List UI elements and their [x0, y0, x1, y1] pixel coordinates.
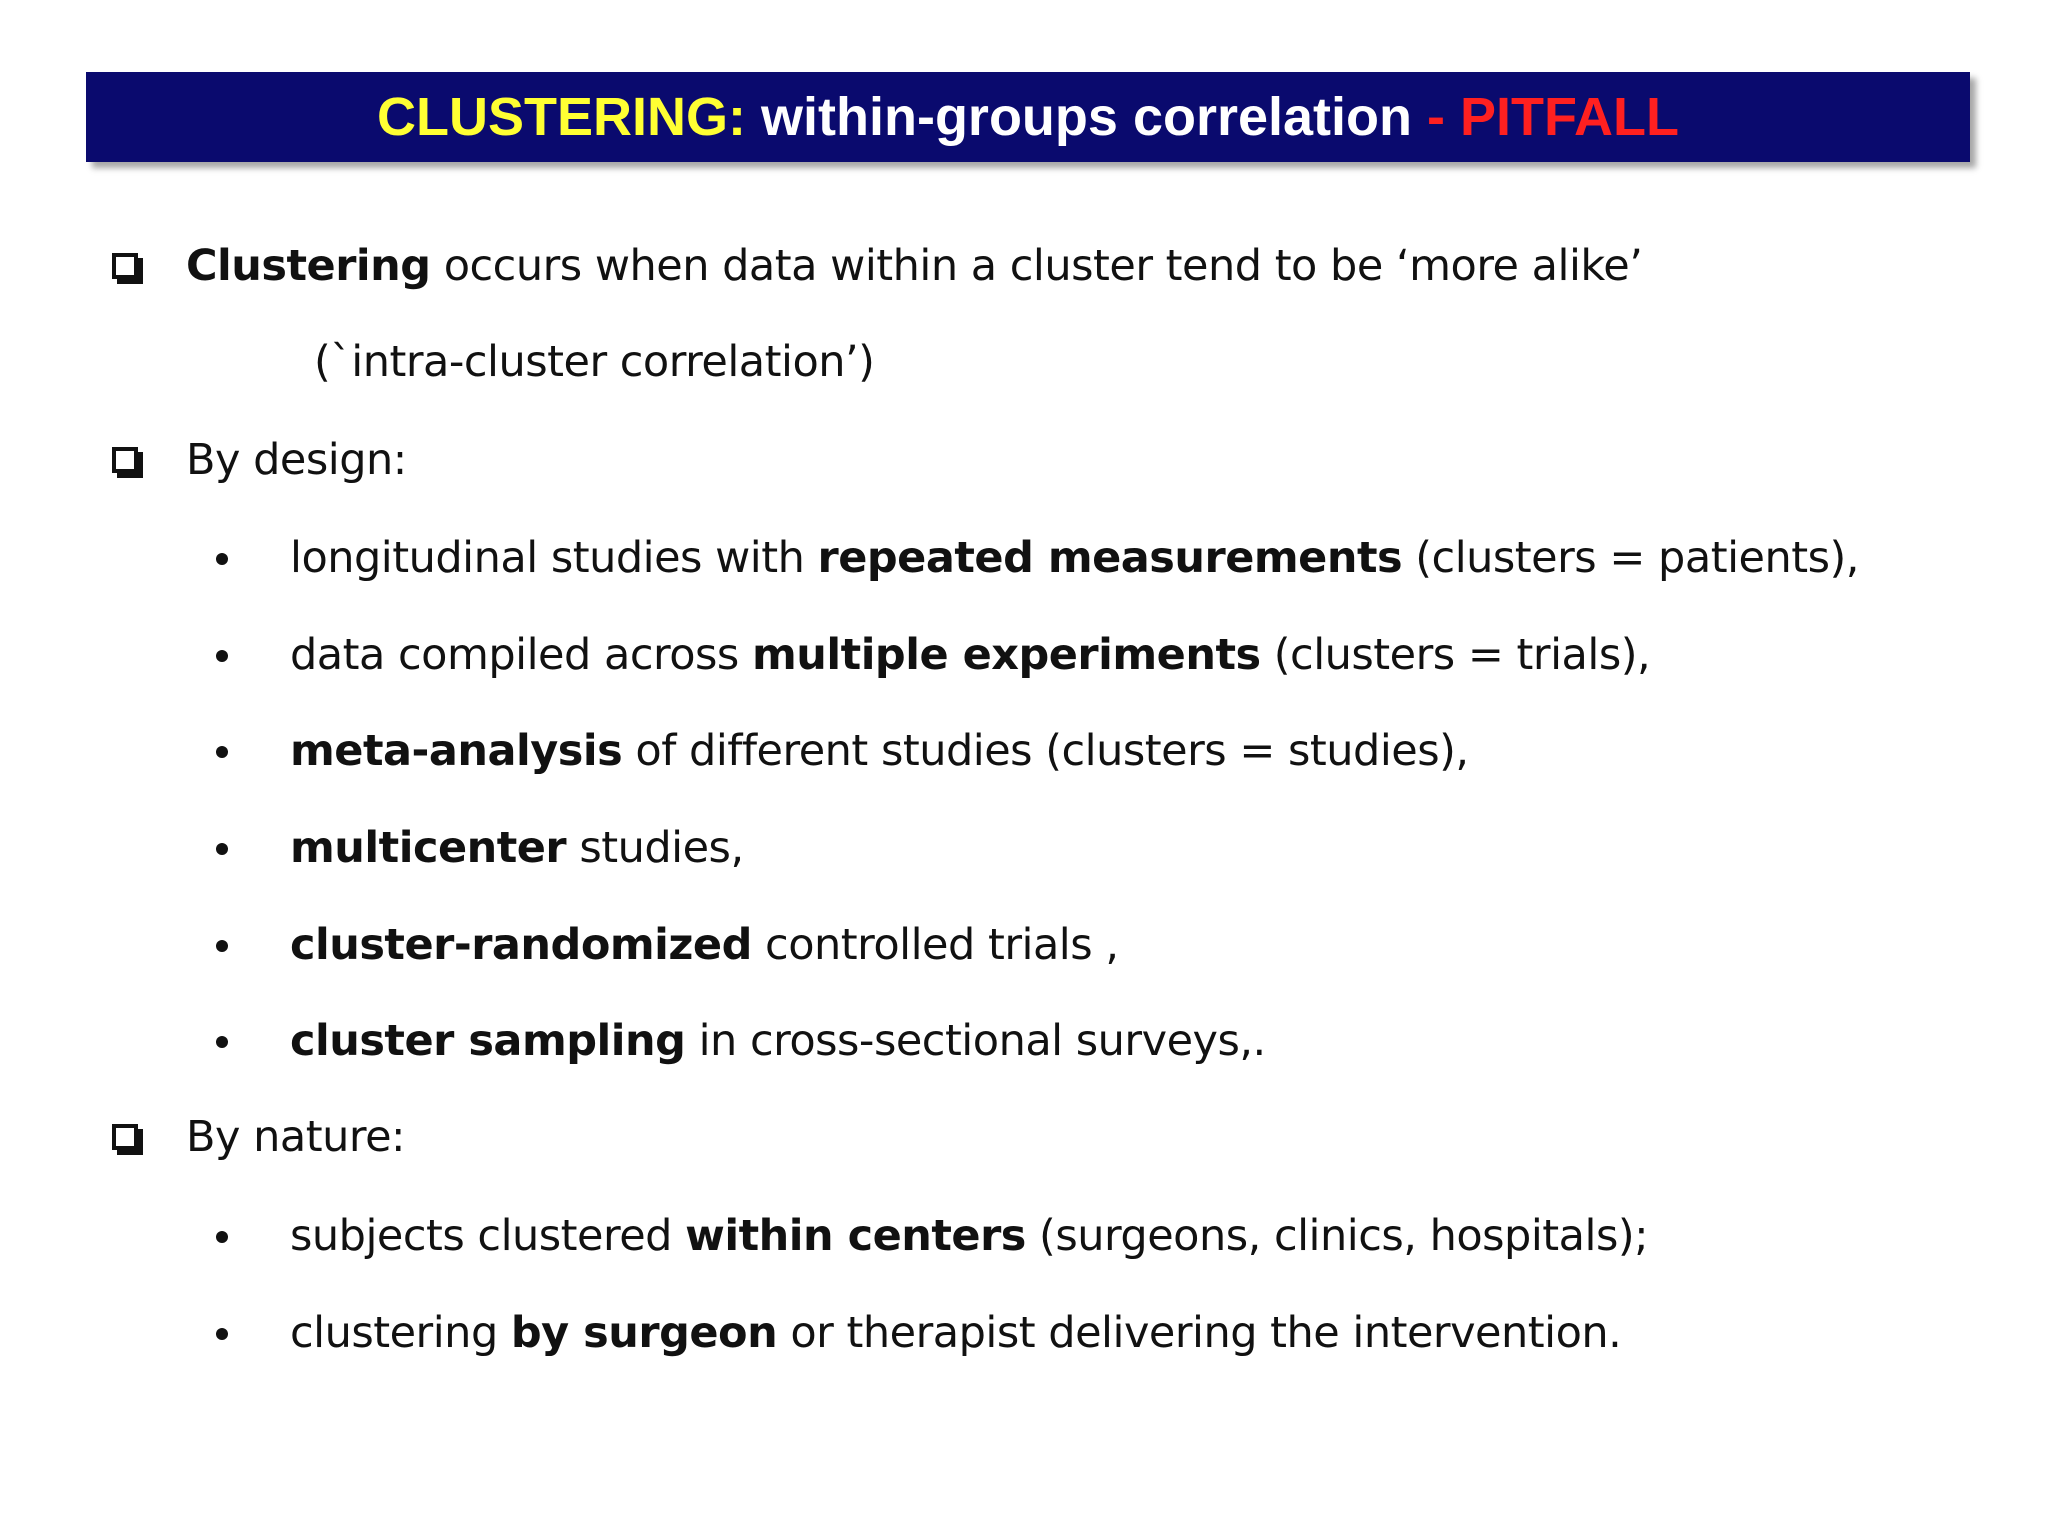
design-item-5: cluster-randomized controlled trials , — [290, 920, 1119, 970]
bullet-dot-icon — [216, 940, 228, 952]
nature-item-2: clustering by surgeon or therapist delivering the intervention. — [290, 1308, 1622, 1358]
bullet-dot-icon — [216, 553, 228, 565]
clustering-subtext: (`intra-cluster correlation’) — [314, 337, 875, 387]
bullet-dot-icon — [216, 843, 228, 855]
nature-item-1: subjects clustered within centers (surgeons, clinics, hospitals); — [290, 1211, 1649, 1261]
title-main: within-groups correlation — [746, 87, 1428, 147]
design-item-6: cluster sampling in cross-sectional surveys,. — [290, 1016, 1266, 1066]
design-item-4: multicenter studies, — [290, 823, 744, 873]
bullet-dot-icon — [216, 1231, 228, 1243]
clustering-text: occurs when data within a cluster tend to be ‘more alike’ — [430, 241, 1643, 291]
design-item-2: data compiled across multiple experiments (clusters = trials), — [290, 630, 1651, 680]
title-keyword: CLUSTERING: — [377, 87, 746, 147]
clustering-term: Clustering — [186, 241, 431, 291]
design-item-1: longitudinal studies with repeated measurements (clusters = patients), — [290, 533, 1859, 583]
bullet-dot-icon — [216, 1328, 228, 1340]
title-pitfall: - PITFALL — [1427, 87, 1679, 147]
by-design-label: By design: — [186, 435, 407, 485]
by-nature-label: By nature: — [186, 1112, 406, 1162]
checkbox-bullet-icon — [112, 447, 138, 473]
clustering-definition — [186, 238, 1642, 294]
checkbox-bullet-icon — [112, 1124, 138, 1150]
bullet-dot-icon — [216, 650, 228, 662]
bullet-dot-icon — [216, 746, 228, 758]
bullet-dot-icon — [216, 1036, 228, 1048]
checkbox-bullet-icon — [112, 253, 138, 279]
design-item-3: meta-analysis of different studies (clusters = studies), — [290, 726, 1469, 776]
